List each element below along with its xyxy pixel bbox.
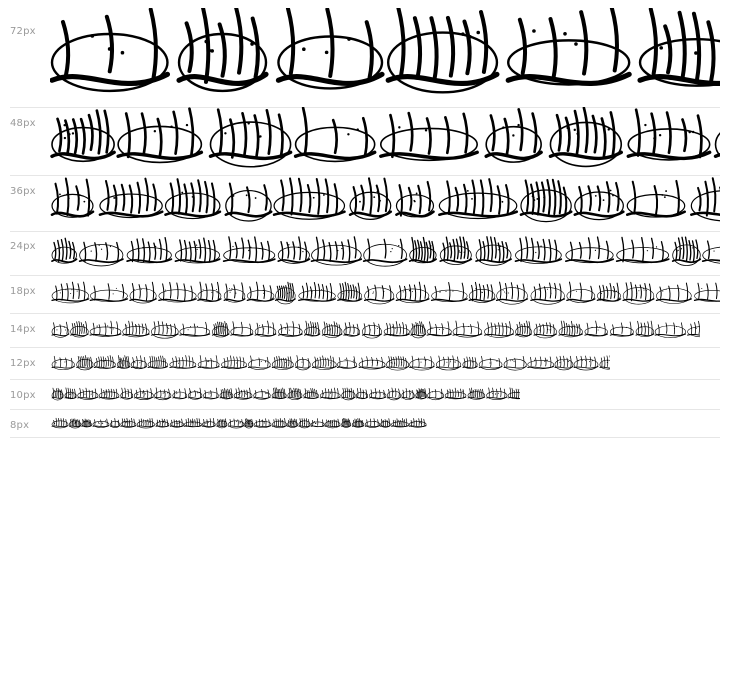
calligraphy-sample-18px [50, 275, 720, 313]
calligraphy-sample-36px [50, 175, 720, 231]
preview-row-48px [10, 107, 720, 176]
calligraphy-sample-48px [50, 107, 720, 175]
calligraphy-sample-14px [50, 313, 700, 347]
calligraphy-glyphs-72px [50, 8, 720, 107]
calligraphy-glyphs-18px [50, 275, 720, 313]
size-label-14px: 14px [10, 324, 36, 335]
calligraphy-sample-10px [50, 379, 520, 409]
calligraphy-glyphs-12px [50, 347, 610, 379]
size-label-72px: 72px [10, 26, 36, 37]
preview-row-8px [10, 409, 720, 438]
preview-row-18px [10, 275, 720, 314]
calligraphy-glyphs-14px [50, 313, 700, 347]
calligraphy-glyphs-36px [50, 175, 720, 231]
preview-row-72px [10, 8, 720, 108]
size-label-12px: 12px [10, 358, 36, 369]
calligraphy-sample-12px [50, 347, 610, 379]
size-label-8px: 8px [10, 420, 30, 431]
calligraphy-sample-8px [50, 409, 430, 437]
size-label-10px: 10px [10, 390, 36, 401]
calligraphy-glyphs-24px [50, 231, 720, 275]
preview-row-10px [10, 379, 720, 410]
size-label-24px: 24px [10, 241, 36, 252]
preview-row-24px [10, 231, 720, 276]
size-label-36px: 36px [10, 186, 36, 197]
calligraphy-glyphs-8px [50, 409, 430, 437]
preview-row-14px [10, 313, 720, 348]
size-label-48px: 48px [10, 118, 36, 129]
preview-row-36px [10, 175, 720, 232]
calligraphy-sample-72px [50, 8, 720, 107]
size-label-18px: 18px [10, 286, 36, 297]
calligraphy-sample-24px [50, 231, 720, 275]
preview-row-12px [10, 347, 720, 380]
calligraphy-glyphs-10px [50, 379, 520, 409]
calligraphy-glyphs-48px [50, 107, 720, 175]
